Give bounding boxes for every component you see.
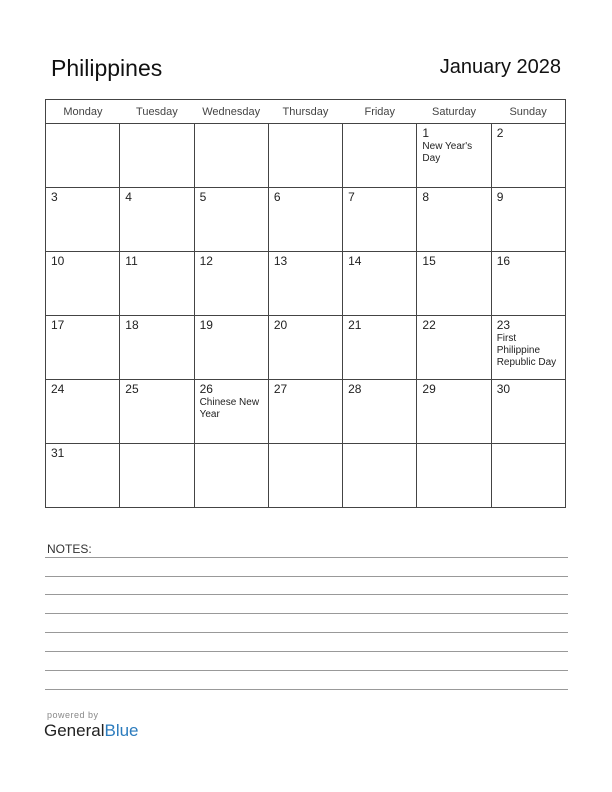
day-cell[interactable]	[417, 188, 491, 252]
week-row	[46, 380, 566, 444]
day-cell[interactable]	[120, 380, 194, 444]
note-line	[45, 689, 568, 690]
day-number: 10	[51, 254, 65, 268]
day-cell[interactable]	[194, 380, 268, 444]
day-number: 24	[51, 382, 65, 396]
day-cell[interactable]	[120, 188, 194, 252]
month-year-title: January 2028	[439, 56, 561, 78]
day-cell[interactable]	[343, 124, 417, 188]
day-cell[interactable]	[268, 188, 342, 252]
day-cell[interactable]	[491, 444, 565, 508]
weekday-header: Friday	[343, 100, 417, 124]
day-cell[interactable]	[343, 188, 417, 252]
brand-logo[interactable]	[44, 721, 139, 741]
country-title: Philippines	[51, 55, 163, 81]
day-number: 20	[273, 318, 288, 332]
day-number: 5	[199, 190, 207, 204]
day-cell[interactable]	[417, 444, 491, 508]
day-number: 28	[348, 382, 362, 396]
weekday-header: Sunday	[491, 100, 565, 124]
day-cell[interactable]	[491, 124, 565, 188]
day-number: 15	[422, 254, 436, 268]
day-cell[interactable]	[268, 124, 342, 188]
holiday-label: New Year's Day	[422, 141, 473, 164]
note-line	[45, 594, 568, 595]
day-number: 21	[348, 318, 362, 332]
day-number: 2	[496, 126, 504, 140]
day-number: 13	[273, 254, 288, 268]
note-line	[45, 670, 568, 671]
holiday-label: Chinese New Year	[199, 397, 260, 420]
day-number: 7	[348, 190, 355, 204]
note-line	[45, 576, 568, 577]
day-cell[interactable]	[46, 252, 120, 316]
weekday-header: Saturday	[417, 100, 491, 124]
day-number: 23	[496, 318, 511, 332]
day-number: 19	[199, 318, 213, 332]
day-cell[interactable]	[343, 252, 417, 316]
brand-general: General	[44, 721, 105, 740]
day-cell[interactable]	[194, 124, 268, 188]
day-cell[interactable]	[491, 252, 565, 316]
weekday-header: Wednesday	[194, 100, 268, 124]
day-cell[interactable]	[417, 380, 491, 444]
day-cell[interactable]	[268, 380, 342, 444]
day-number: 8	[422, 190, 430, 204]
day-number: 9	[496, 190, 504, 204]
day-cell[interactable]	[343, 316, 417, 380]
day-cell[interactable]	[46, 188, 120, 252]
day-number: 14	[348, 254, 362, 268]
day-cell[interactable]	[120, 444, 194, 508]
week-row	[46, 444, 566, 508]
day-number: 16	[496, 254, 511, 268]
day-cell[interactable]	[46, 124, 120, 188]
day-cell[interactable]	[268, 252, 342, 316]
day-cell[interactable]	[491, 316, 565, 380]
week-row	[46, 188, 566, 252]
day-cell[interactable]	[343, 380, 417, 444]
day-cell[interactable]	[194, 252, 268, 316]
brand-blue: Blue	[104, 721, 139, 740]
notes-label: NOTES:	[47, 542, 92, 556]
day-number: 30	[496, 382, 511, 396]
day-cell[interactable]	[46, 444, 120, 508]
day-cell[interactable]	[417, 316, 491, 380]
day-number: 3	[51, 190, 58, 204]
note-line	[45, 651, 568, 652]
day-number: 6	[273, 190, 281, 204]
week-row	[46, 124, 566, 188]
weekday-header: Tuesday	[120, 100, 194, 124]
day-cell[interactable]	[194, 444, 268, 508]
week-row	[46, 316, 566, 380]
note-line	[45, 613, 568, 614]
day-cell[interactable]	[417, 124, 491, 188]
day-cell[interactable]	[491, 188, 565, 252]
day-number: 26	[199, 382, 213, 396]
day-number: 27	[273, 382, 288, 396]
day-cell[interactable]	[194, 316, 268, 380]
day-cell[interactable]	[120, 316, 194, 380]
day-cell[interactable]	[120, 252, 194, 316]
calendar-grid	[45, 99, 566, 508]
day-cell[interactable]	[491, 380, 565, 444]
day-number: 25	[125, 382, 139, 396]
week-row	[46, 252, 566, 316]
note-line	[45, 557, 568, 558]
day-number: 1	[422, 126, 430, 140]
day-cell[interactable]	[46, 316, 120, 380]
holiday-label: First Philippine Republic Day	[496, 333, 557, 368]
day-number: 17	[51, 318, 65, 332]
day-number: 18	[125, 318, 139, 332]
day-cell[interactable]	[343, 444, 417, 508]
day-cell[interactable]	[268, 444, 342, 508]
day-cell[interactable]	[194, 188, 268, 252]
weekday-header-row	[46, 100, 566, 124]
day-number: 29	[422, 382, 436, 396]
day-cell[interactable]	[46, 380, 120, 444]
note-line	[45, 632, 568, 633]
day-number: 22	[422, 318, 436, 332]
weekday-header: Monday	[46, 100, 120, 124]
weekday-header: Thursday	[268, 100, 342, 124]
day-number: 11	[125, 254, 138, 268]
day-number: 4	[125, 190, 132, 204]
day-cell[interactable]	[417, 252, 491, 316]
day-number: 12	[199, 254, 213, 268]
powered-by-text: powered by	[47, 710, 99, 720]
day-cell[interactable]	[120, 124, 194, 188]
day-cell[interactable]	[268, 316, 342, 380]
day-number: 31	[51, 446, 65, 460]
